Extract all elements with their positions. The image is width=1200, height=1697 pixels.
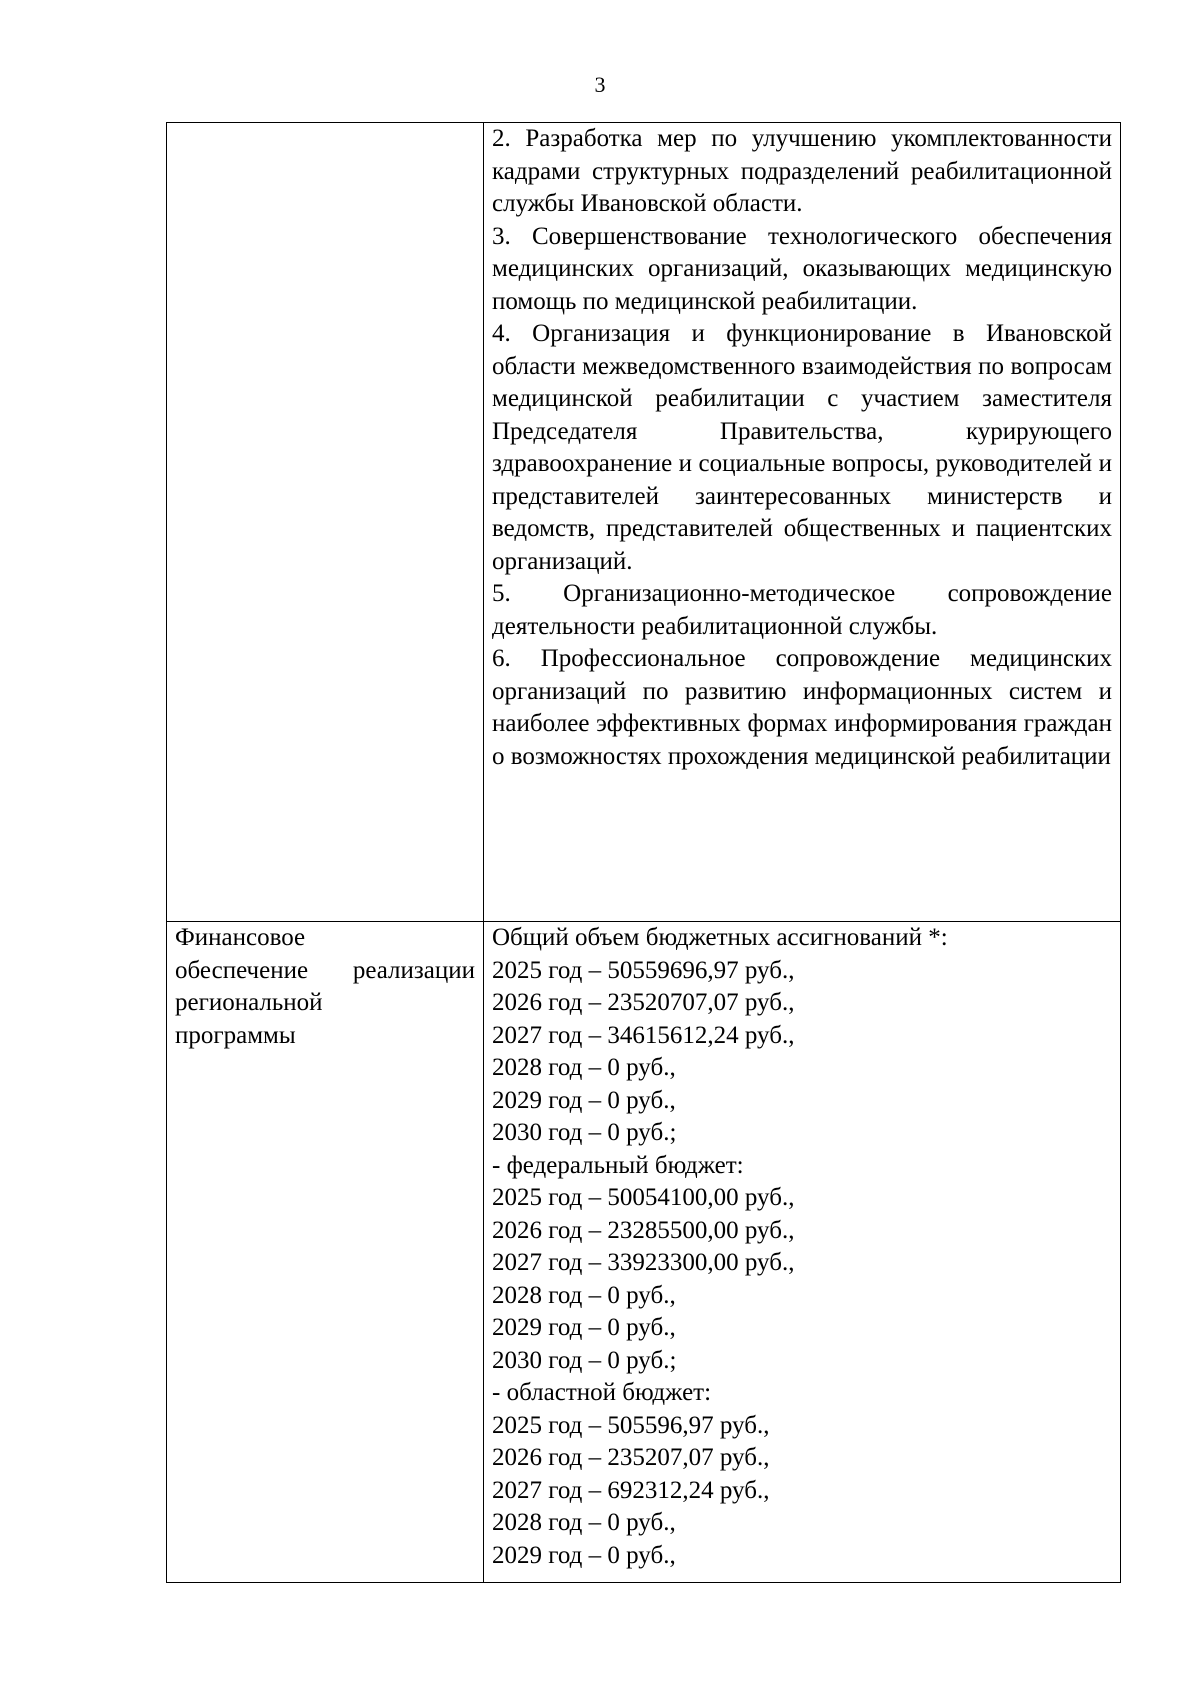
financing-line: 2030 год – 0 руб.; (492, 1119, 677, 1146)
financing-label-cell (167, 922, 484, 1583)
financing-label-line: программы (175, 1021, 296, 1049)
financing-line: 2029 год – 0 руб., (492, 1086, 676, 1114)
financing-content-cell (484, 922, 1121, 1583)
financing-line: Общий объем бюджетных ассигнований *: (492, 924, 948, 951)
financing-line: 2030 год – 0 руб.; (492, 1346, 677, 1374)
financing-line: 2025 год – 505596,97 руб., (492, 1411, 770, 1439)
table-row-financing (167, 922, 1121, 1583)
financing-line: - федеральный бюджет: (492, 1151, 744, 1179)
page-number: 3 (594, 72, 606, 97)
financing-line: 2028 год – 0 руб., (492, 1054, 676, 1081)
task-item-2: 2. Разработка мер по улучшению укомплектованности кадрами структурных подразделений реабилитационной службы Ивановской области. (492, 125, 1112, 217)
task-item-6: 6. Профессиональное сопровождение медицинских организаций по развитию информационных систем и наиболее эффективных формах информирования граждан о возможностях прохождения медицинской реабилитации (492, 645, 1112, 770)
financing-label-line: Финансовое (175, 924, 306, 951)
financing-label-line: обеспечение реализации (175, 956, 475, 984)
table-row-tasks (167, 123, 1121, 922)
task-item-4: 4. Организация и функционирование в Ивановской области межведомственного взаимодействия по вопросам медицинской реабилитации с участием заместителя Председателя Правительства, курирующего здравоохранение и социальные вопросы, руководителей и представителей заинтересованных министерств и ведомств, представителей общественных и пациентских организаций. (492, 320, 1112, 575)
financing-line: 2029 год – 0 руб., (492, 1541, 676, 1569)
program-passport-table (166, 122, 1121, 1583)
financing-line: - областной бюджет: (492, 1379, 712, 1406)
financing-line: 2028 год – 0 руб., (492, 1509, 676, 1536)
financing-line: 2025 год – 50559696,97 руб., (492, 956, 795, 984)
financing-line: 2027 год – 33923300,00 руб., (492, 1249, 795, 1276)
financing-label-line: региональной (175, 989, 323, 1016)
financing-line: 2027 год – 692312,24 руб., (492, 1476, 770, 1504)
financing-label (175, 922, 475, 1052)
financing-line: 2028 год – 0 руб., (492, 1281, 676, 1309)
financing-line: 2025 год – 50054100,00 руб., (492, 1184, 795, 1211)
financing-line: 2029 год – 0 руб., (492, 1314, 676, 1341)
financing-line: 2026 год – 23520707,07 руб., (492, 989, 795, 1016)
financing-line: 2026 год – 23285500,00 руб., (492, 1216, 795, 1244)
tasks-content-cell (484, 123, 1121, 922)
financing-line: 2027 год – 34615612,24 руб., (492, 1021, 795, 1049)
task-item-5: 5. Организационно-методическое сопровождение деятельности реабилитационной службы. (492, 580, 1112, 640)
tasks-label-cell (167, 123, 484, 922)
financing-line: 2026 год – 235207,07 руб., (492, 1444, 770, 1471)
task-item-3: 3. Совершенствование технологического обеспечения медицинских организаций, оказывающих медицинскую помощь по медицинской реабилитации. (492, 222, 1112, 315)
